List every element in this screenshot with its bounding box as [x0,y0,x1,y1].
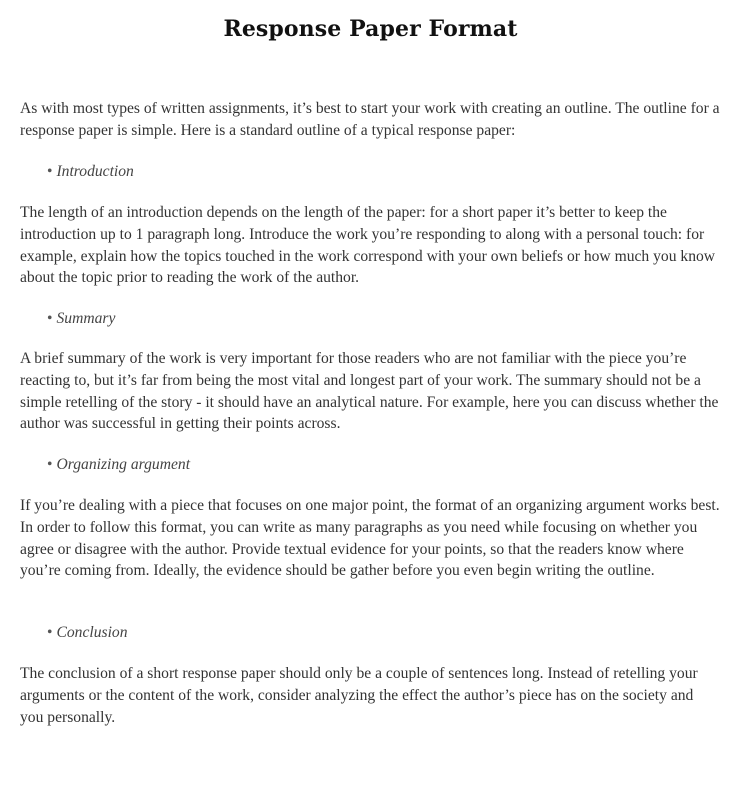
conclusion-paragraph: The conclusion of a short response paper should only be a couple of sentences long. Instead of retelling your arguments or the content of the work, consider analyzing the effect the author’s piece has on the society and you personally. [20,665,698,726]
bullet-dot-icon: • [47,456,53,473]
bullet-dot-icon: • [47,163,53,180]
page-title: Response Paper Format [223,16,518,42]
introduction-paragraph: The length of an introduction depends on the length of the paper: for a short paper it’s better to keep the introduction up to 1 paragraph long. Introduce the work you’re responding to along with a personal touch: for example, explain how the topics touched in the work correspond with your own beliefs or how much you know about the topic prior to reading the work of the author. [20,204,716,287]
bullet-conclusion [47,623,128,643]
summary-paragraph: A brief summary of the work is very important for those readers who are not familiar with the piece you’re reacting to, but it’s far from being the most vital and longest part of your work. The summary should not be a simple retelling of the story - it should have an analytical nature. For example, here you can discuss whether the author was successful in getting their points across. [20,350,719,433]
bullet-label: Summary [56,310,116,327]
intro-paragraph: As with most types of written assignments, it’s best to start your work with creating an outline. The outline for a response paper is simple. Here is a standard outline of a typical response paper: [20,100,720,139]
bullet-organizing-argument [47,455,190,475]
bullet-dot-icon: • [47,624,53,641]
bullet-label: Conclusion [56,624,128,641]
bullet-introduction [47,162,134,182]
bullet-dot-icon: • [47,310,53,327]
bullet-label: Organizing argument [56,456,191,473]
bullet-label: Introduction [56,163,134,180]
organizing-argument-paragraph: If you’re dealing with a piece that focuses on one major point, the format of an organizing argument works best. In order to follow this format, you can write as many paragraphs as you need while focusing on whether you agree or disagree with the author. Provide textual evidence for your points, so that the readers know where you’re coming from. Ideally, the evidence should be gather before you even begin writing the outline. [20,497,720,580]
bullet-summary [47,309,115,329]
